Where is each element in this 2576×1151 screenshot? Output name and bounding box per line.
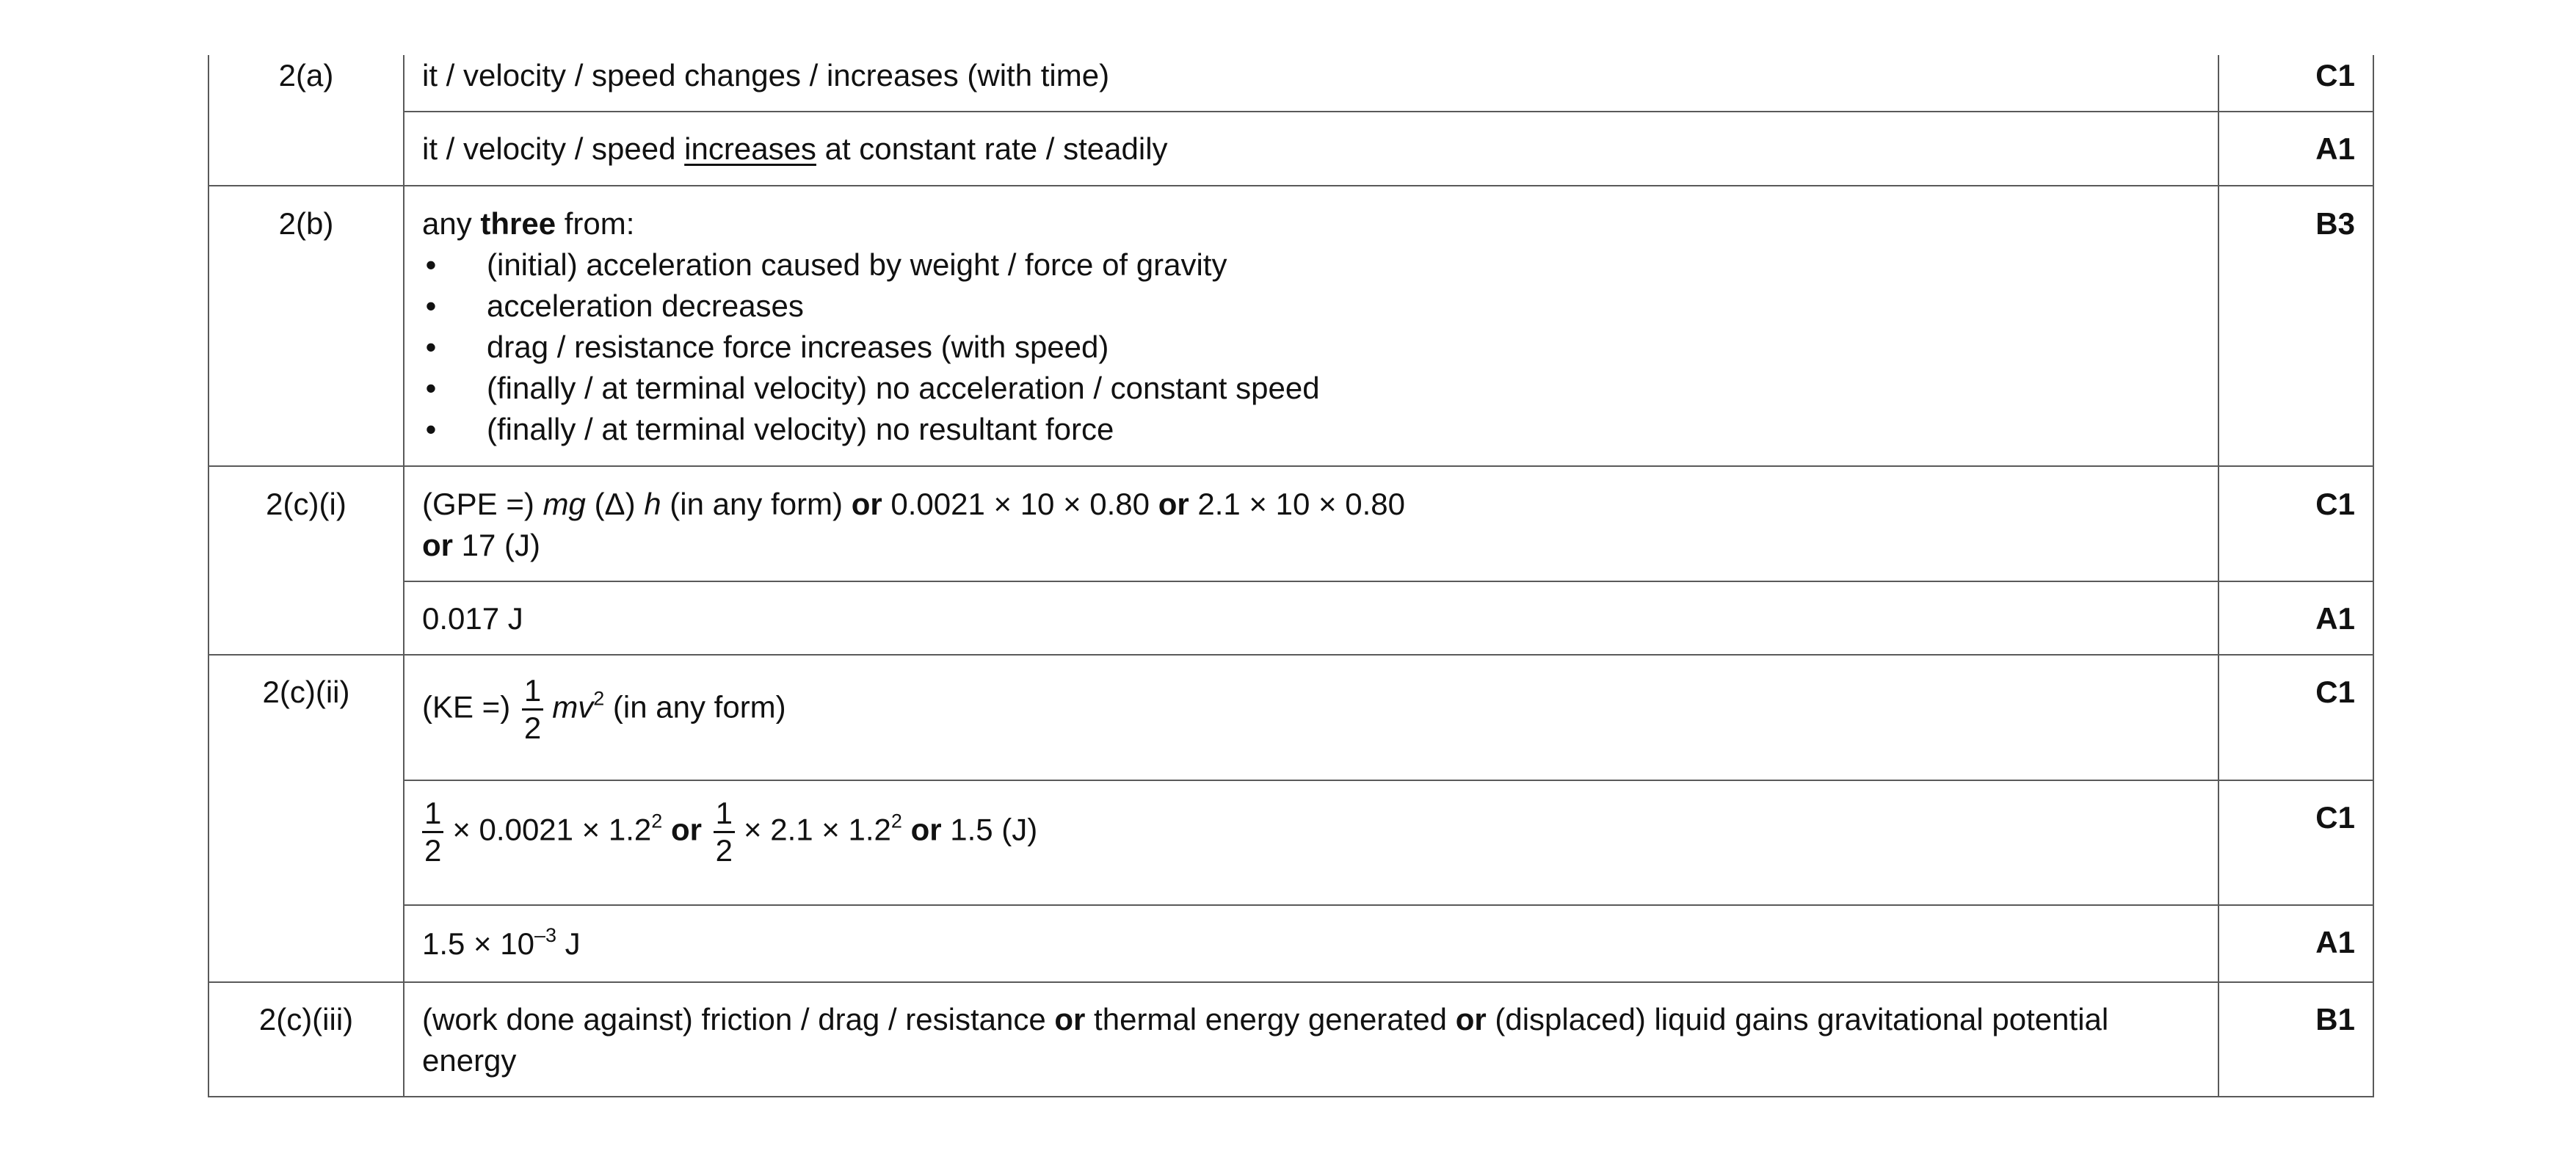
mark-cell: C1 xyxy=(2218,55,2373,112)
bullet-icon: • xyxy=(425,330,437,364)
table-row xyxy=(208,655,2373,780)
list-item: • (finally / at terminal velocity) no acceleration / constant speed xyxy=(422,368,2200,409)
table-row xyxy=(208,112,2373,186)
table-row xyxy=(208,466,2373,581)
list-item: • acceleration decreases xyxy=(422,286,2200,327)
answer-cell: $1.5 \times 10^{-3}$ J xyxy=(404,905,2218,982)
answer-cell: (KE =) $\frac{1}{2}$ $mv^2$ (in any form) xyxy=(404,655,2218,780)
table-row xyxy=(208,905,2373,982)
fraction: $\frac{1}{2}$ xyxy=(422,796,443,868)
question-number: 2(b) xyxy=(208,186,404,466)
table-row xyxy=(208,581,2373,655)
answer-cell: 0.017 J xyxy=(404,581,2218,655)
question-number: 2(c)(i) xyxy=(208,466,404,655)
mark-cell: A1 xyxy=(2218,112,2373,186)
table-row xyxy=(208,780,2373,905)
bullet-list xyxy=(422,244,2200,450)
list-item: • drag / resistance force increases (with speed) xyxy=(422,327,2200,368)
fraction: $\frac{1}{2}$ xyxy=(714,796,735,868)
mark-cell: A1 xyxy=(2218,905,2373,982)
answer-cell: (GPE =) mg (Δ) h (in any form) or 0.0021 × 10 × 0.80 or 2.1 × 10 × 0.80 or 17 (J) xyxy=(404,466,2218,581)
bullet-icon: • xyxy=(425,371,437,405)
answer-intro: any three from: xyxy=(422,206,635,241)
answer-cell: it / velocity / speed changes / increases (with time) xyxy=(404,55,2218,112)
mark-cell: C1 xyxy=(2218,780,2373,905)
answer-cell: $\frac{1}{2}$ × $0.0021 \times 1.2^2$ or $\frac{1}{2}$ × $2.1 \times 1.2^2$ or 1.5 (J) xyxy=(404,780,2218,905)
answer-cell: it / velocity / speed increases at constant rate / steadily xyxy=(404,112,2218,186)
mark-scheme-table xyxy=(208,55,2374,1097)
table-row xyxy=(208,186,2373,466)
mark-cell: B3 xyxy=(2218,186,2373,466)
question-number: 2(c)(iii) xyxy=(208,982,404,1097)
mark-cell: C1 xyxy=(2218,466,2373,581)
answer-cell xyxy=(404,186,2218,466)
table-row xyxy=(208,55,2373,112)
bullet-icon: • xyxy=(425,247,437,282)
fraction: $\frac{1}{2}$ xyxy=(522,673,543,746)
list-item: • (finally / at terminal velocity) no resultant force xyxy=(422,409,2200,450)
bullet-icon: • xyxy=(425,288,437,323)
underlined-keyword: increases xyxy=(684,131,816,166)
mark-cell: A1 xyxy=(2218,581,2373,655)
answer-cell: (work done against) friction / drag / resistance or thermal energy generated or (displaced) liquid gains gravitational potential energy xyxy=(404,982,2218,1097)
question-number: 2(a) xyxy=(208,55,404,186)
table-row xyxy=(208,982,2373,1097)
list-item: • (initial) acceleration caused by weight / force of gravity xyxy=(422,244,2200,286)
mark-cell: B1 xyxy=(2218,982,2373,1097)
bullet-icon: • xyxy=(425,412,437,446)
mark-cell: C1 xyxy=(2218,655,2373,780)
question-number: 2(c)(ii) xyxy=(208,655,404,982)
